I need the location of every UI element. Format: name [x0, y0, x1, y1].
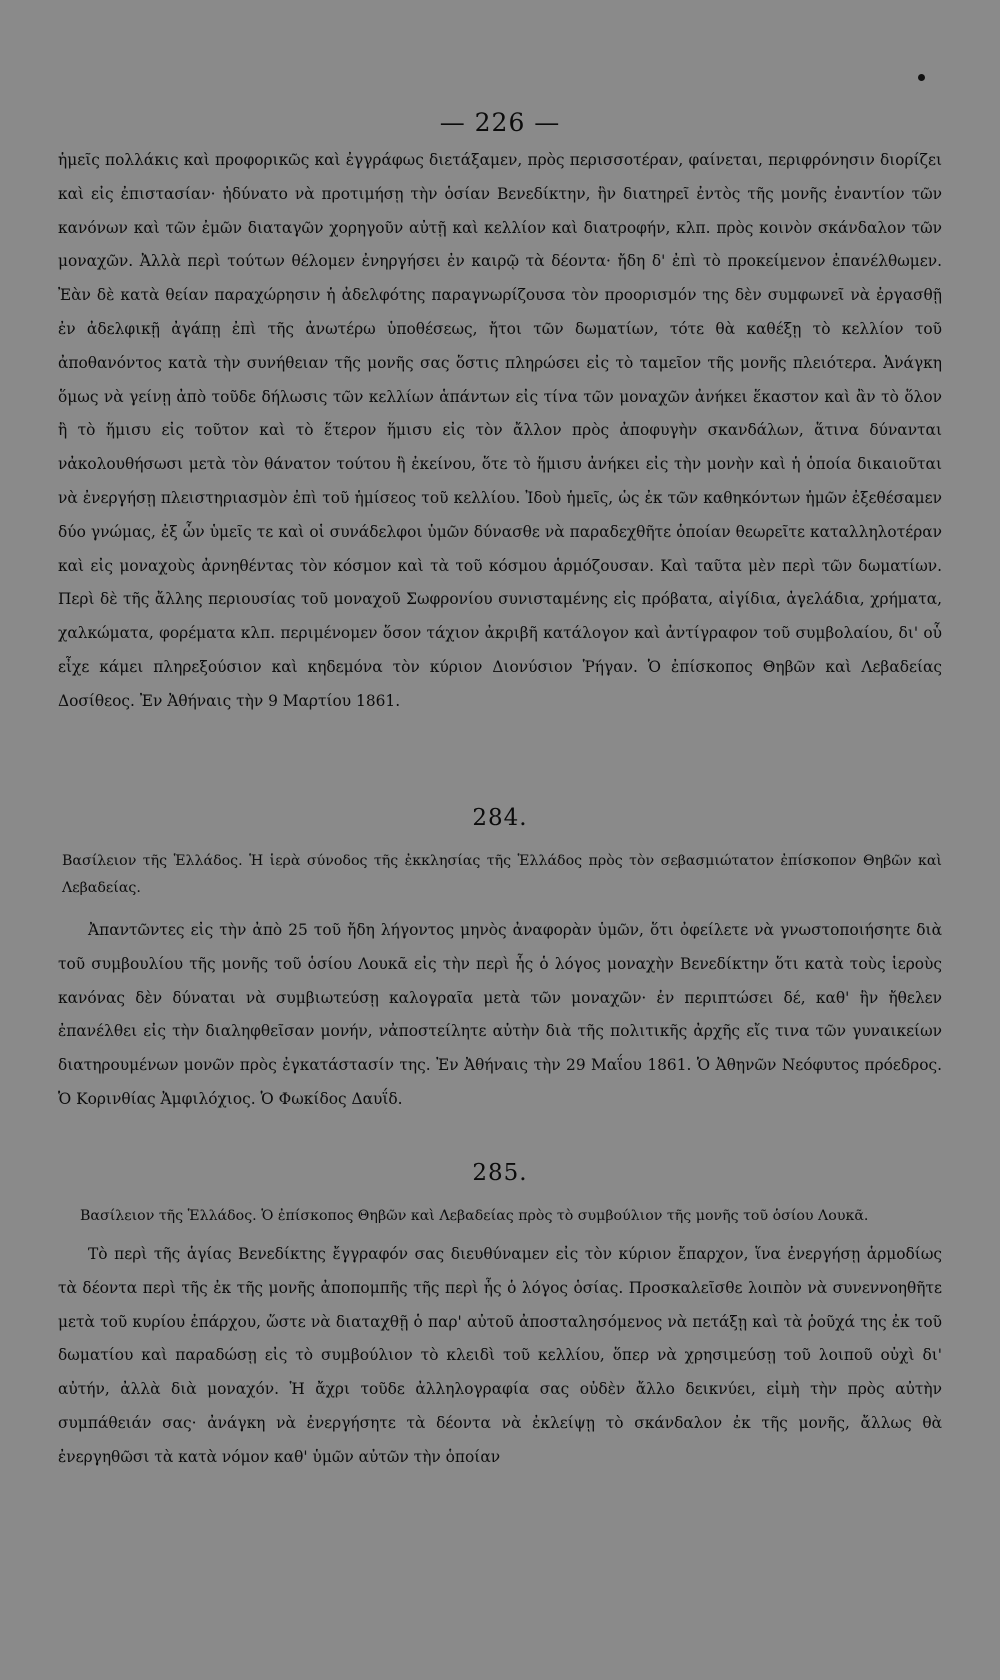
continued-text: ἡμεῖς πολλάκις καὶ προφορικῶς καὶ ἐγγράφως διετάξαμεν, πρὸς περισσοτέραν, φαίνεται, περιφρόνησιν διορίζει καὶ εἰς ἐπιστασίαν· ἠδύνατο νὰ προτιμήσῃ τὴν ὁσίαν Βενεδίκτην, ἣν διατηρεῖ ἐντὸς τῆς μονῆς ἐναντίον τῶν κανόνων καὶ τῶν ἐμῶν διαταγῶν χορηγοῦν αὐτῇ καὶ κελλίον καὶ διατροφήν, κλπ. πρὸς κοινὸν σκάνδαλον τῶν μοναχῶν. Ἀλλὰ περὶ τούτων θέλομεν ἐνηργήσει ἐν καιρῷ τὰ δέοντα· ἤδη δ' ἐπὶ τὸ προκείμενον ἐπανέλθωμεν. Ἐὰν δὲ κατὰ θείαν παραχώρησιν ἡ ἀδελφότης παραγνωρίζουσα τὸν προορισμόν της δὲν συμφωνεῖ νὰ ἐργασθῇ ἐν ἀδελφικῇ ἀγάπῃ ἐπὶ τῆς ἀνωτέρω ὑποθέσεως, ἤτοι τῶν δωματίων, τότε θὰ καθέξῃ τὸ κελλίον τοῦ ἀποθανόντος κατὰ τὴν συνήθειαν τῆς μονῆς σας ὅστις πληρώσει εἰς τὸ ταμεῖον τῆς μονῆς πλειότερα. Ἀνάγκη ὅμως νὰ γείνῃ ἀπὸ τοῦδε δήλωσις τῶν κελλίων ἁπάντων εἰς τίνα τῶν μοναχῶν ἀνήκει ἕκαστον καὶ ἂν τὸ ὅλον ἢ τὸ ἥμισυ εἰς τοῦτον καὶ τὸ ἕτερον ἥμισυ εἰς τὸν ἄλλον πρὸς ἀποφυγὴν σκανδάλων, ἅτινα δύνανται νἀκολουθήσωσι μετὰ τὸν θάνατον τούτου ἢ ἐκείνου, ὅτε τὸ ἥμισυ ἀνήκει εἰς τὴν μονὴν καὶ ἡ ὁποία δικαιοῦται νὰ ἐνεργήσῃ πλειστηριασμὸν ἐπὶ τοῦ ἡμίσεος τοῦ κελλίου. Ἰδοὺ ἡμεῖς, ὡς ἐκ τῶν καθηκόντων ἡμῶν ἐξεθέσαμεν δύο γνώμας, ἐξ ὧν ὑμεῖς τε καὶ οἱ συνάδελφοι ὑμῶν δύνασθε νὰ παραδεχθῆτε ὁποίαν θεωρεῖτε καταλληλοτέραν καὶ εἰς μοναχοὺς ἀρνηθέντας τὸν κόσμον καὶ τὰ τοῦ κόσμου ἁρμόζουσαν. Καὶ ταῦτα μὲν περὶ τῶν δωματίων. Περὶ δὲ τῆς ἄλλης περιουσίας τοῦ μοναχοῦ Σωφρονίου συνισταμένης εἰς πρόβατα, αἰγίδια, ἀγελάδια, χρήματα, χαλκώματα, φορέματα κλπ. περιμένομεν ὅσον τάχιον ἀκριβῆ κατάλογον καὶ ἀντίγραφον τοῦ συμβολαίου, δι' οὗ εἶχε κάμει πληρεξούσιον καὶ κηδεμόνα τὸν κύριον Διονύσιον Ῥήγαν. Ὁ ἐπίσκοπος Θηβῶν καὶ Λεβαδείας Δοσίθεος. Ἐν Ἀθήναις τὴν 9 Μαρτίου 1861. [58, 151, 942, 710]
document-number-285: 285. [472, 1160, 528, 1186]
document-285 [58, 1203, 942, 1475]
document-heading: Βασίλειον τῆς Ἑλλάδος. Ἡ ἱερὰ σύνοδος τῆς ἐκκλησίας τῆς Ἑλλάδος πρὸς τὸν σεβασμιώτατον ἐπίσκοπον Θηβῶν καὶ Λεβαδείας. [62, 853, 942, 896]
document-284 [58, 848, 942, 1117]
document-body: Τὸ περὶ τῆς ἁγίας Βενεδίκτης ἔγγραφόν σας διευθύναμεν εἰς τὸν κύριον ἔπαρχον, ἵνα ἐνεργήσῃ ἁρμοδίως τὰ δέοντα περὶ τῆς ἐκ τῆς μονῆς ἀποπομπῆς τῆς περὶ ἧς ὁ λόγος ὁσίας. Προσκαλεῖσθε λοιπὸν νὰ συνεννοηθῆτε μετὰ τοῦ κυρίου ἐπάρχου, ὥστε νὰ διαταχθῇ ὁ παρ' αὐτοῦ ἀποσταλησόμενος νὰ πετάξῃ καὶ τὰ ῥοῦχά της ἐκ τοῦ δωματίου καὶ παραδώσῃ εἰς τὸ συμβούλιον τὸ κλειδὶ τοῦ κελλίου, ὅπερ νὰ χρησιμεύσῃ τοῦ λοιποῦ οὐχὶ δι' αὐτήν, ἀλλὰ διὰ μοναχόν. Ἡ ἄχρι τοῦδε ἀλληλογραφία σας οὐδὲν ἄλλο δεικνύει, εἰμὴ τὴν πρὸς αὐτὴν συμπάθειάν σας· ἀνάγκη νὰ ἐνεργήσητε τὰ δέοντα νὰ ἐκλείψῃ τὸ σκάνδαλον ἐκ τῆς μονῆς, ἄλλως θὰ ἐνεργηθῶσι τὰ κατὰ νόμον καθ' ὑμῶν αὐτῶν τὴν ὁποίαν [58, 1245, 942, 1466]
continued-letter [58, 144, 942, 719]
ink-dot [918, 74, 925, 81]
document-number-284: 284. [472, 805, 528, 831]
document-body: Ἀπαντῶντες εἰς τὴν ἀπὸ 25 τοῦ ἤδη λήγοντος μηνὸς ἀναφορὰν ὑμῶν, ὅτι ὀφείλετε νὰ γνωστοποιήσητε διὰ τοῦ συμβουλίου τῆς μονῆς τοῦ ὁσίου Λουκᾶ εἰς τὴν περὶ ἧς ὁ λόγος μοναχὴν Βενεδίκτην ὅτι κατὰ τοὺς ἱεροὺς κανόνας δὲν δύναται νὰ συμβιωτεύσῃ καλογραῖα μετὰ τῶν μοναχῶν· ἐν περιπτώσει δέ, καθ' ἣν ἤθελεν ἐπανέλθει εἰς τὴν διαληφθεῖσαν μονήν, νἀποστείλητε αὐτὴν διὰ τῆς πολιτικῆς ἀρχῆς εἴς τινα τῶν γυναικείων διατηρουμένων μονῶν πρὸς ἐγκατάστασίν της. Ἐν Ἀθήναις τὴν 29 Μαΐου 1861. Ὁ Ἀθηνῶν Νεόφυτος πρόεδρος. Ὁ Κορινθίας Ἀμφιλόχιος. Ὁ Φωκίδος Δαυΐδ. [58, 921, 942, 1108]
page-number: — 226 — [439, 108, 561, 137]
document-heading: Βασίλειον τῆς Ἑλλάδος. Ὁ ἐπίσκοπος Θηβῶν καὶ Λεβαδείας πρὸς τὸ συμβούλιον τῆς μονῆς τοῦ ὁσίου Λουκᾶ. [80, 1208, 869, 1224]
